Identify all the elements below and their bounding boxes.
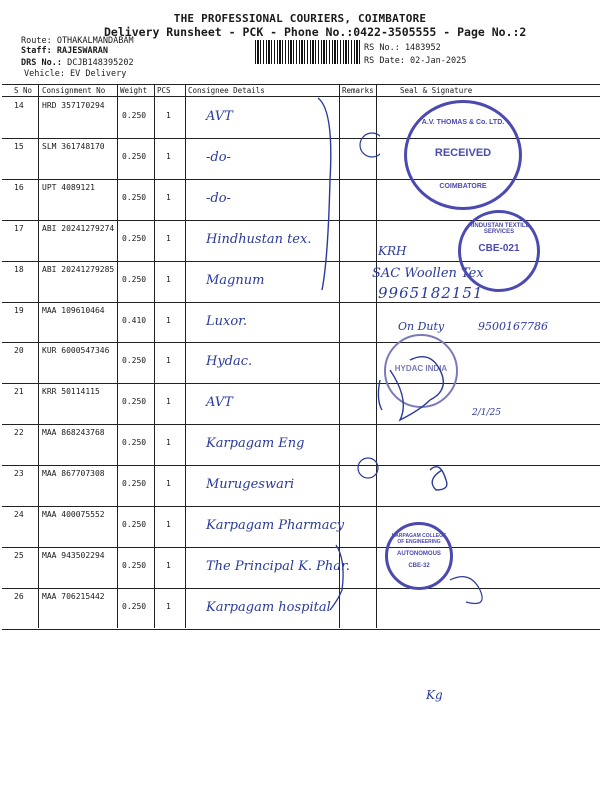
drs-line (21, 58, 134, 68)
row-weight: 0.250 (122, 479, 147, 489)
barcode (255, 40, 360, 64)
row-pcs: 1 (166, 315, 171, 325)
stamp-place: COIMBATORE (439, 183, 487, 190)
row-consignee: Murugeswari (206, 477, 295, 493)
handwritten-phone: 9965182151 (378, 284, 484, 302)
row-sno: 23 (14, 469, 24, 479)
row-weight: 0.250 (122, 233, 147, 243)
handwritten-signature: KRH (378, 244, 407, 258)
row-sno: 16 (14, 182, 24, 192)
row-pcs: 1 (166, 438, 171, 448)
row-weight: 0.250 (122, 192, 147, 202)
remark-circle (360, 133, 380, 157)
row-pcs: 1 (166, 151, 171, 161)
runsheet-subtitle: Delivery Runsheet - PCK - Phone No.:0422-3505555 - Page No.:2 (104, 25, 527, 39)
row-pcs: 1 (166, 479, 171, 489)
avt-received-stamp (404, 100, 522, 210)
col-weight: Weight (120, 86, 148, 95)
row-sno: 17 (14, 223, 24, 233)
col-consignment: Consignment No (42, 86, 106, 95)
row-consignment: UPT 4089121 (42, 182, 95, 192)
col-remarks: Remarks (342, 86, 374, 95)
stamp-company: HYDAC INDIA (394, 364, 448, 373)
col-sno: S No (14, 86, 33, 95)
row-weight: 0.250 (122, 274, 147, 284)
row-consignment: MAA 706215442 (42, 591, 105, 601)
row-consignee: Karpagam hospital (206, 599, 331, 615)
col-pcs: PCS (157, 86, 171, 95)
row-pcs: 1 (166, 192, 171, 202)
row-weight: 0.410 (122, 315, 147, 325)
row-pcs: 1 (166, 274, 171, 284)
stamp-code: CBE-32 (408, 563, 430, 569)
drs-number: DCJB148395202 (67, 58, 134, 68)
row-pcs: 1 (166, 520, 171, 529)
row-sno: 15 (14, 141, 24, 151)
handwritten-signatures (370, 340, 600, 610)
row-weight: 0.250 (122, 356, 147, 366)
stamp-sub: AUTONOMOUS (397, 551, 441, 557)
row-sno: 14 (14, 101, 24, 110)
row-consignee: Luxor. (206, 313, 248, 329)
hindustan-textile-stamp (458, 210, 540, 292)
row-consignee: -do- (206, 190, 231, 206)
row-sno: 19 (14, 305, 24, 315)
stamp-company: KARPAGAM COLLEGE OF ENGINEERING (391, 533, 447, 545)
row-pcs: 1 (166, 560, 171, 570)
bracket-mark (330, 545, 343, 610)
handwritten-name: SAC Woollen Tex (372, 266, 484, 281)
remarks-annotations (300, 90, 380, 630)
route-label: Route: OTHAKALMANDABAM (21, 36, 134, 46)
row-sno: 18 (14, 264, 24, 274)
stamp-code: CBE-021 (478, 243, 520, 254)
row-pcs: 1 (166, 601, 171, 611)
staff-label: Staff: (21, 46, 52, 56)
row-sno: 25 (14, 550, 24, 560)
row-consignee: Hindhustan tex. (206, 231, 312, 247)
row-consignment: MAA 943502294 (42, 550, 105, 560)
row-consignment: KRR 50114115 (42, 387, 100, 397)
col-signature: Seal & Signature (400, 86, 473, 95)
row-weight: 0.250 (122, 560, 147, 570)
row-weight: 0.250 (122, 438, 147, 448)
rs-date: RS Date: 02-Jan-2025 (364, 56, 467, 66)
rs-number: RS No.: 1483952 (364, 43, 441, 53)
row-pcs: 1 (166, 111, 171, 120)
row-consignee: -do- (206, 149, 231, 165)
row-weight: 0.250 (122, 601, 147, 611)
row-consignee: The Principal K. Phar. (206, 558, 350, 574)
row-consignment: ABI 20241279285 (42, 264, 115, 274)
row-consignment: MAA 400075552 (42, 510, 105, 519)
staff-line (21, 46, 108, 56)
staff-name: RAJESWARAN (56, 46, 109, 56)
row-sno: 22 (14, 428, 24, 438)
stamp-received: RECEIVED (434, 147, 492, 159)
row-weight: 0.250 (122, 151, 147, 161)
company-title: THE PROFESSIONAL COURIERS, COIMBATORE (173, 12, 427, 25)
row-weight: 0.250 (122, 111, 147, 120)
row-consignment: MAA 868243768 (42, 428, 105, 438)
row-sno: 24 (14, 510, 24, 519)
row-consignee: Magnum (206, 272, 265, 288)
row-consignment: ABI 20241279274 (42, 223, 115, 233)
vehicle-label: Vehicle: EV Delivery (24, 69, 127, 79)
row-weight: 0.250 (122, 520, 147, 529)
row-consignment: MAA 867707308 (42, 469, 105, 479)
stamp-company: A.V. THOMAS & Co. LTD. (421, 119, 505, 126)
drs-label: DRS No.: (21, 58, 62, 68)
row-consignee: Karpagam Pharmacy (206, 518, 345, 533)
stamp-company: HINDUSTAN TEXTILE SERVICES (468, 223, 530, 235)
row-pcs: 1 (166, 397, 171, 407)
row-consignment: HRD 357170294 (42, 101, 105, 110)
bracket-mark (318, 98, 331, 290)
row-sno: 20 (14, 346, 24, 356)
row-pcs: 1 (166, 233, 171, 243)
row-consignee: AVT (206, 109, 233, 124)
table-top-border (2, 84, 600, 85)
handwritten-initial: Kg (426, 688, 443, 702)
row-consignee: Hydac. (206, 354, 253, 370)
handwritten-note: On Duty (398, 320, 445, 333)
handwritten-date: 2/1/25 (472, 408, 501, 418)
row-weight: 0.250 (122, 397, 147, 407)
row-sno: 26 (14, 591, 24, 601)
row-consignment: MAA 109610464 (42, 305, 105, 315)
row-consignee: Karpagam Eng (206, 436, 305, 452)
col-consignee: Consignee Details (188, 86, 265, 95)
row-pcs: 1 (166, 356, 171, 366)
handwritten-phone-2: 9500167786 (478, 320, 548, 333)
row-consignment: SLM 361748170 (42, 141, 105, 151)
row-consignee: AVT (206, 395, 233, 411)
row-consignment: KUR 6000547346 (42, 346, 110, 356)
row-sno: 21 (14, 387, 24, 397)
